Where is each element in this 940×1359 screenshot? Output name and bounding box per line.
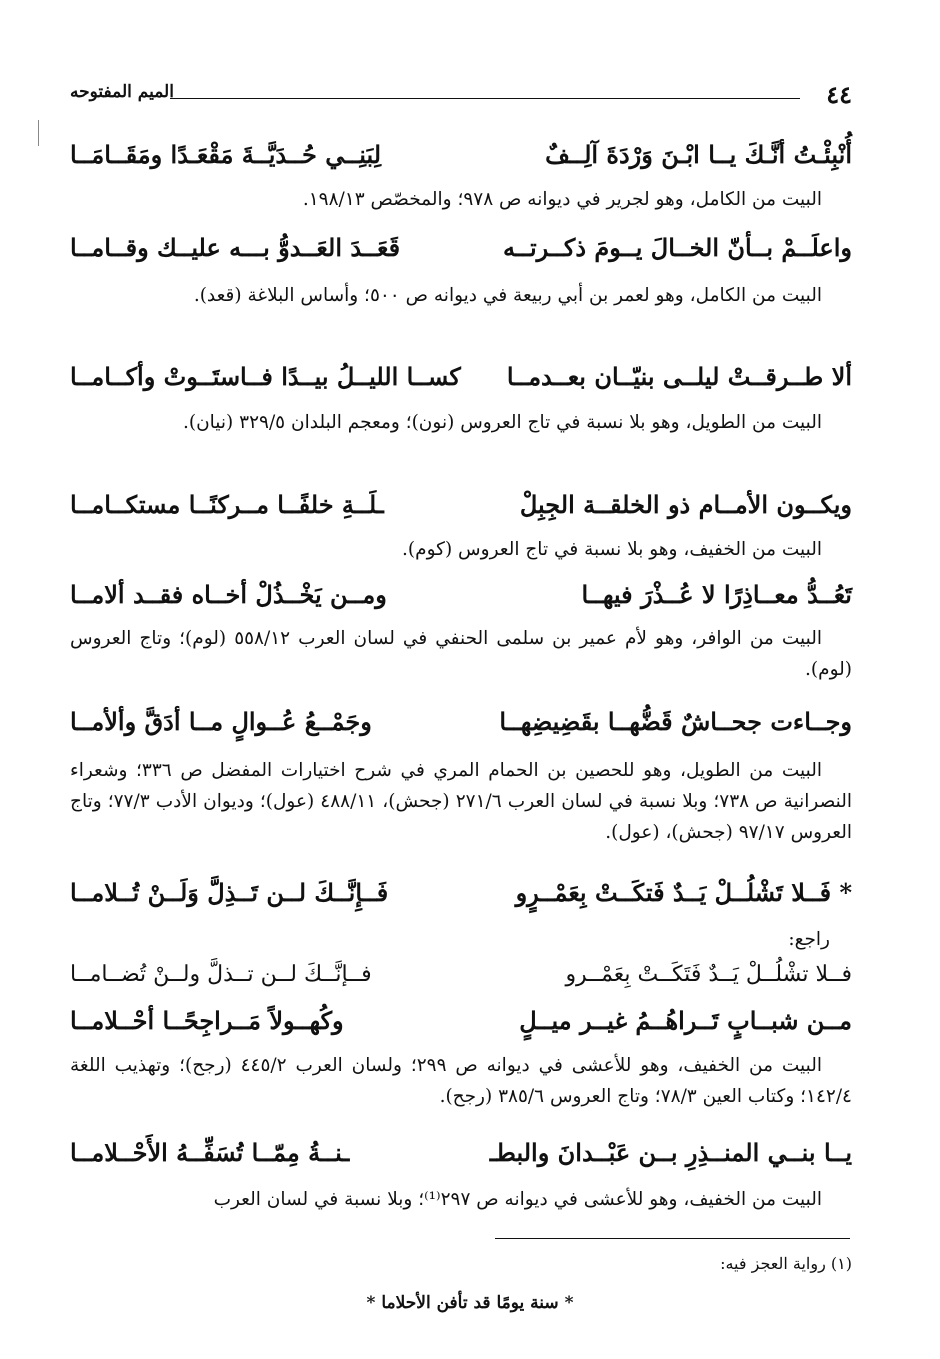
- verse-line: [70, 486, 852, 524]
- verse-note: البيت من الوافر، وهو لأم عمير بن سلمى الحنفي في لسان العرب ٥٥٨/١٢ (لوم)؛ وتاج العروس (لوم).: [70, 628, 852, 680]
- verse-note: البيت من الكامل، وهو لجرير في ديوانه ص ٩٧٨؛ والمخصّص ١٩٨/١٣.: [302, 189, 822, 210]
- verse-note: البيت من الطويل، وهو للحصين بن الحمام المري في شرح اختيارات المفضل ص ٣٣٦؛ وشعراء النصرانية ص ٧٣٨؛ وبلا نسبة في لسان العرب ٢٧١/٦ (جحش)، ٤٨٨/١١ (عول)؛ وديوان الأدب ٧٧/٣؛ وتاج العروس ٩٧/١٧ (جحش)، (عول).: [70, 760, 853, 843]
- verse-first-hemistich: واعلَــمْ بــأنّ الخــالَ يــومَ ذكــرتــه: [503, 233, 852, 262]
- verse-line: [70, 1002, 852, 1040]
- verse-second-hemistich: فَــإِنَّــكَ لــن تَــذِلَّ وَلَــنْ تُــلامــا: [70, 878, 389, 907]
- verse-second-hemistich: قَعَــدَ العَــدوُّ بـــه عليــك وقــامــا: [70, 233, 401, 262]
- verse-first-hemistich: مــن شبــابٍ تَــراهُــمُ غيــر ميــلٍ: [519, 1006, 852, 1035]
- verse-line: [70, 229, 852, 267]
- cross-reference-label: راجع:: [788, 929, 830, 950]
- verse-second-hemistich: وجَمْــعُ عُــوالٍ مــا أدَقَّ وألأمــا: [70, 707, 372, 736]
- verse-line: [70, 1134, 852, 1172]
- scan-artifact: [38, 120, 39, 146]
- verse-first-hemistich: وجــاءت جحــاشٌ قَضُّهــا بقَضِيضِهــا: [499, 707, 852, 736]
- header-rule: [170, 98, 800, 99]
- verse-first-hemistich: فــلا تشْلُــلْ يَــدٌ فَتَكَــتْ بِعَمْــرو: [565, 962, 852, 987]
- verse-first-hemistich: ويكــون الأمــام ذو الخلقــة الجِبِلْ: [519, 490, 852, 519]
- verse-line: [70, 358, 852, 396]
- verse-note: البيت من الطويل، وهو بلا نسبة في تاج العروس (نون)؛ ومعجم البلدان ٣٢٩/٥ (نيان).: [182, 412, 822, 433]
- verse-note: البيت من الخفيف، وهو بلا نسبة في تاج العروس (كوم).: [402, 539, 822, 560]
- footnote-rule: [495, 1238, 850, 1239]
- verse-line: [70, 874, 852, 912]
- verse-first-hemistich: * فَــلا تَشْلُــلْ يَــدٌ فَتكَــتْ بِعَمْــرٍو: [515, 878, 852, 907]
- verse-second-hemistich: ومــن يَخْــذُلْ أخــاه فقــد ألامــا: [70, 580, 387, 609]
- verse-second-hemistich: وكُهــولاً مَــراجِحًــا أحْــلامــا: [70, 1006, 344, 1035]
- running-header: [70, 80, 852, 110]
- verse-first-hemistich: تَعُــدُّ معــاذِرًا لا عُــذْرَ فيهــا: [581, 580, 852, 609]
- verse-first-hemistich: يــا بنــي المنــذِرِ بــن عَبْــدانَ والبطـ: [489, 1138, 852, 1167]
- verse-second-hemistich: ـلَــةِ خلفًــا مــركنًــا مستكــامــا: [70, 490, 384, 519]
- verse-line: [70, 576, 852, 614]
- verse-second-hemistich: لِبَنِــي حُــدَيَّــةَ مَقْعَـدًا ومَقَــامَــا: [70, 140, 382, 169]
- verse-note: البيت من الخفيف، وهو للأعشى في ديوانه ص ٢٩٩؛ ولسان العرب ٤٤٥/٢ (رجح)؛ وتهذيب اللغة ١٤٢/٤؛ وكتاب العين ٧٨/٣؛ وتاج العروس ٣٨٥/٦ (رجح).: [70, 1055, 852, 1107]
- verse-second-hemistich: كســا الليــلُ بيــدًا فــاستَــوتْ وأكــامــا: [70, 362, 461, 391]
- verse-line: [70, 703, 852, 741]
- verse-note: البيت من الكامل، وهو لعمر بن أبي ربيعة في ديوانه ص ٥٠٠؛ وأساس البلاغة (قعد).: [193, 285, 822, 306]
- verse-first-hemistich: ألا طــرقــتْ ليلــى بنيّــان بعــدمــا: [506, 362, 852, 391]
- page-number: ٤٤: [826, 80, 852, 109]
- verse-second-hemistich: فــإنَّــكَ لــن تــذلَّ ولــنْ تُضــامــا: [70, 962, 372, 987]
- verse-first-hemistich: أُنْبِئْـتُ أنَّـكَ يــا ابْـنَ وَرْدَةَ آلِــفٌ: [545, 140, 852, 169]
- verse-line-variant: [70, 956, 852, 994]
- footnote-label: (١) رواية العجز فيه:: [720, 1254, 852, 1273]
- verse-line: [70, 136, 852, 174]
- verse-second-hemistich: ـنــةُ مِمّــا تُسَفِّــهُ الأَحْــلامــا: [70, 1138, 350, 1167]
- footnote-text: * سنة يومًا قد تأفن الأحلاما *: [366, 1293, 574, 1313]
- running-title: الميم المفتوحه: [70, 82, 174, 102]
- verse-note: البيت من الخفيف، وهو للأعشى في ديوانه ص ٢٩٧⁽¹⁾؛ وبلا نسبة في لسان العرب: [213, 1189, 822, 1210]
